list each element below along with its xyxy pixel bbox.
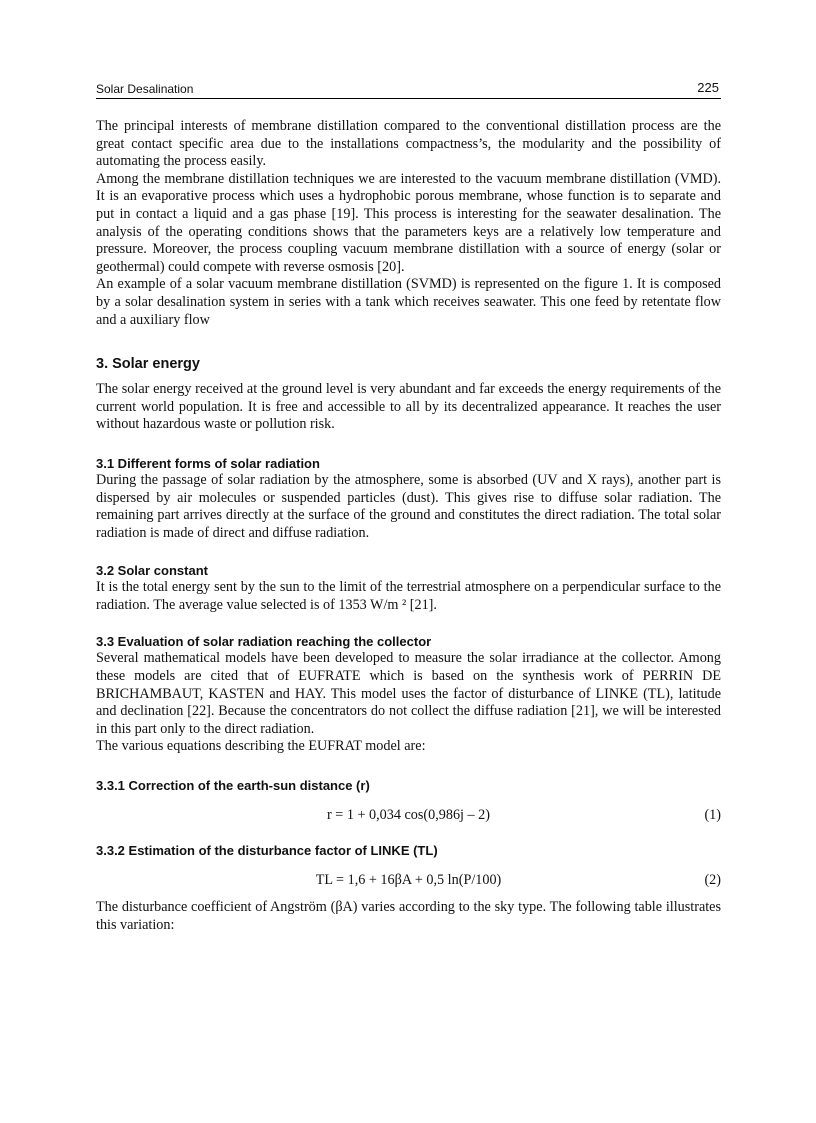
equation-2-expression: TL = 1,6 + 16βA + 0,5 ln(P/100) — [315, 872, 502, 889]
section-3-3-2-heading: 3.3.2 Estimation of the disturbance factor of LINKE (TL) — [96, 843, 438, 859]
equation-1 — [96, 806, 721, 824]
section-3-3-text: Several mathematical models have been developed to measure the solar irradiance at the collector. Among these models are cited that of EUFRATE which is based on the synthesis work of PERRIN DE BRICHAMBAUT, KASTEN and HAY. This model uses the factor of disturbance of LINKE (TL), latitude and declination [22]. Because the concentrators do not collect the diffuse radiation [21], we will be interested in this part only to the direct radiation. — [96, 650, 721, 737]
section-3-heading: 3. Solar energy — [96, 356, 200, 373]
section-3-1-heading: 3.1 Different forms of solar radiation — [96, 455, 320, 471]
section-3-3-1-heading: 3.3.1 Correction of the earth-sun distance (r) — [96, 778, 370, 794]
running-header — [96, 82, 721, 99]
intro-paragraph-2: Among the membrane distillation techniques we are interested to the vacuum membrane distillation (VMD). It is an evaporative process which uses a hydrophobic porous membrane, whose function is to separate and put in contact a liquid and a gas phase [19]. This process is interesting for the seawater desalination. The analysis of the operating conditions shows that the parameters keys are a relatively low temperature and pressure. Moreover, the process coupling vacuum membrane distillation with a source of energy (solar or geothermal) could compete with reverse osmosis [20]. — [96, 170, 721, 275]
section-3-text: The solar energy received at the ground level is very abundant and far exceeds the energy requirements of the current world population. It is free and accessible to all by its decentralized appearance. It reaches the user without hazardous waste or pollution risk. — [96, 381, 721, 433]
page-body — [96, 118, 721, 934]
equation-1-expression: r = 1 + 0,034 cos(0,986j – 2) — [327, 807, 490, 824]
intro-paragraph-1: The principal interests of membrane distillation compared to the conventional distillation process are the great contact specific area due to the installations compactness’s, the modularity and the possibility of automating the process easily. — [96, 118, 721, 170]
section-3-3-2-text: The disturbance coefficient of Angström (βA) varies according to the sky type. The following table illustrates this variation: — [96, 899, 721, 933]
section-3-2-text: It is the total energy sent by the sun to the limit of the terrestrial atmosphere on a perpendicular surface to the radiation. The average value selected is of 1353 W/m ² [21]. — [96, 579, 721, 613]
section-3-2-heading: 3.2 Solar constant — [96, 563, 208, 579]
page-number: 225 — [697, 80, 719, 95]
equation-1-number: (1) — [704, 807, 721, 824]
running-title: Solar Desalination — [96, 82, 194, 96]
equation-2 — [96, 871, 721, 889]
section-3-3-heading: 3.3 Evaluation of solar radiation reaching the collector — [96, 634, 432, 650]
equation-2-number: (2) — [704, 872, 721, 889]
section-3-3-text-2: The various equations describing the EUFRAT model are: — [96, 738, 426, 755]
section-3-1-text: During the passage of solar radiation by the atmosphere, some is absorbed (UV and X rays), another part is dispersed by air molecules or suspended particles (dust). This gives rise to diffuse solar radiation. The remaining part arrives directly at the surface of the ground and constitutes the direct radiation. The total solar radiation is made of direct and diffuse radiation. — [96, 471, 721, 541]
intro-paragraph-3: An example of a solar vacuum membrane distillation (SVMD) is represented on the figure 1. It is composed by a solar desalination system in series with a tank which receives seawater. This one feed by retentate flow and a auxiliary flow — [96, 276, 721, 328]
